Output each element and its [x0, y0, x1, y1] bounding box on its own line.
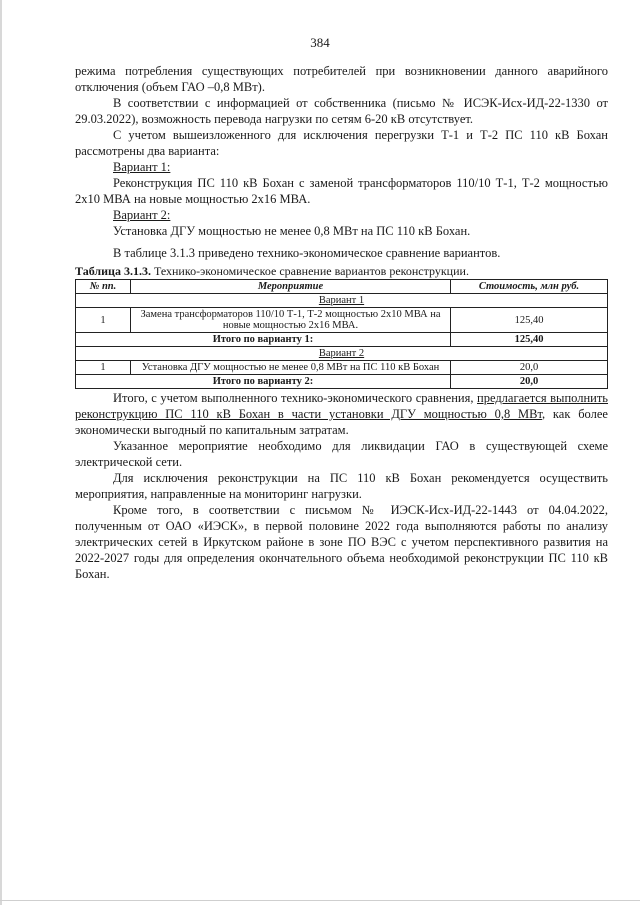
- table-row: [76, 308, 608, 333]
- table-row: [76, 361, 608, 375]
- paragraph-options-intro: С учетом вышеизложенного для исключения перегрузки Т-1 и Т-2 ПС 110 кВ Бохан рассмотрены два варианта:: [75, 128, 608, 158]
- total2-label: Итого по варианту 2:: [76, 375, 451, 389]
- paragraph-additional: Кроме того, в соответствии с письмом № ИЭСК-Исх-ИД-22-1443 от 04.04.2022, полученным от ОАО «ИЭСК», в первой половине 2022 года выполняются работы по анализу электрических сетей в Иркутском районе в зоне ПО ВЭС с учетом перспективного развития на 2022-2027 годы для определения окончательного объема необходимой реконструкции ПС 110 кВ Бохан.: [75, 503, 608, 581]
- variant2-description: Установка ДГУ мощностью не менее 0,8 МВт на ПС 110 кВ Бохан.: [113, 224, 471, 238]
- row1-measure: Замена трансформаторов 110/10 Т-1, Т-2 мощностью 2х10 МВА на новые мощностью 2х16 МВА.: [131, 308, 451, 333]
- variant2-label: Вариант 2: [76, 347, 608, 361]
- document-body: [75, 63, 608, 582]
- row1-cost: 125,40: [451, 308, 608, 333]
- total2-row: [76, 375, 608, 389]
- variant1-label: Вариант 1: [76, 294, 608, 308]
- comparison-table: [75, 279, 608, 389]
- row1-num: 1: [76, 308, 131, 333]
- scan-edge-bottom: [0, 900, 640, 901]
- total1-label: Итого по варианту 1:: [76, 333, 451, 347]
- conclusion-underlined: предлагается выполнить реконструкцию ПС 110 кВ Бохан в части установки ДГУ мощностью 0,8 МВт: [75, 391, 609, 421]
- header-num: № пп.: [76, 280, 131, 294]
- variant1-row: [76, 294, 608, 308]
- row2-cost: 20,0: [451, 361, 608, 375]
- variant1-heading: Вариант 1:: [113, 160, 171, 174]
- row2-num: 1: [76, 361, 131, 375]
- paragraph-necessity: Указанное мероприятие необходимо для ликвидации ГАО в существующей схеме электрической сети.: [75, 439, 608, 469]
- paragraph-intro: режима потребления существующих потребителей при возникновении данного аварийного отключения (объем ГАО –0,8 МВт).: [75, 64, 608, 94]
- scan-edge-left: [0, 0, 2, 905]
- variant2-row: [76, 347, 608, 361]
- paragraph-conclusion: Итого, с учетом выполненного технико-экономического сравнения, предлагается выполнить реконструкцию ПС 110 кВ Бохан в части установки ДГУ мощностью 0,8 МВт, как более экономически выгодный по капитальным затратам.: [75, 391, 609, 437]
- variant1-description: Реконструкция ПС 110 кВ Бохан с заменой трансформаторов 110/10 Т-1, Т-2 мощностью 2х10 МВА на новые мощностью 2х16 МВА.: [75, 176, 608, 206]
- page-number: 384: [310, 35, 330, 50]
- paragraph-monitoring: Для исключения реконструкции на ПС 110 кВ Бохан рекомендуется осуществить мероприятия, направленные на мониторинг нагрузки.: [75, 471, 608, 501]
- total1-cost: 125,40: [451, 333, 608, 347]
- row2-measure: Установка ДГУ мощностью не менее 0,8 МВт на ПС 110 кВ Бохан: [131, 361, 451, 375]
- total1-row: [76, 333, 608, 347]
- header-cost: Стоимость, млн руб.: [451, 280, 608, 294]
- total2-cost: 20,0: [451, 375, 608, 389]
- header-measure: Мероприятие: [131, 280, 451, 294]
- paragraph-owner-info: В соответствии с информацией от собственника (письмо № ИСЭК-Исх-ИД-22-1330 от 29.03.2022), возможность перевода нагрузки по сетям 6-20 кВ отсутствует.: [75, 96, 608, 126]
- table-caption: Таблица 3.1.3. Технико-экономическое сравнение вариантов реконструкции.: [75, 264, 469, 278]
- table-header-row: [76, 280, 608, 294]
- table-reference: В таблице 3.1.3 приведено технико-экономическое сравнение вариантов.: [113, 246, 501, 260]
- variant2-heading: Вариант 2:: [113, 208, 171, 222]
